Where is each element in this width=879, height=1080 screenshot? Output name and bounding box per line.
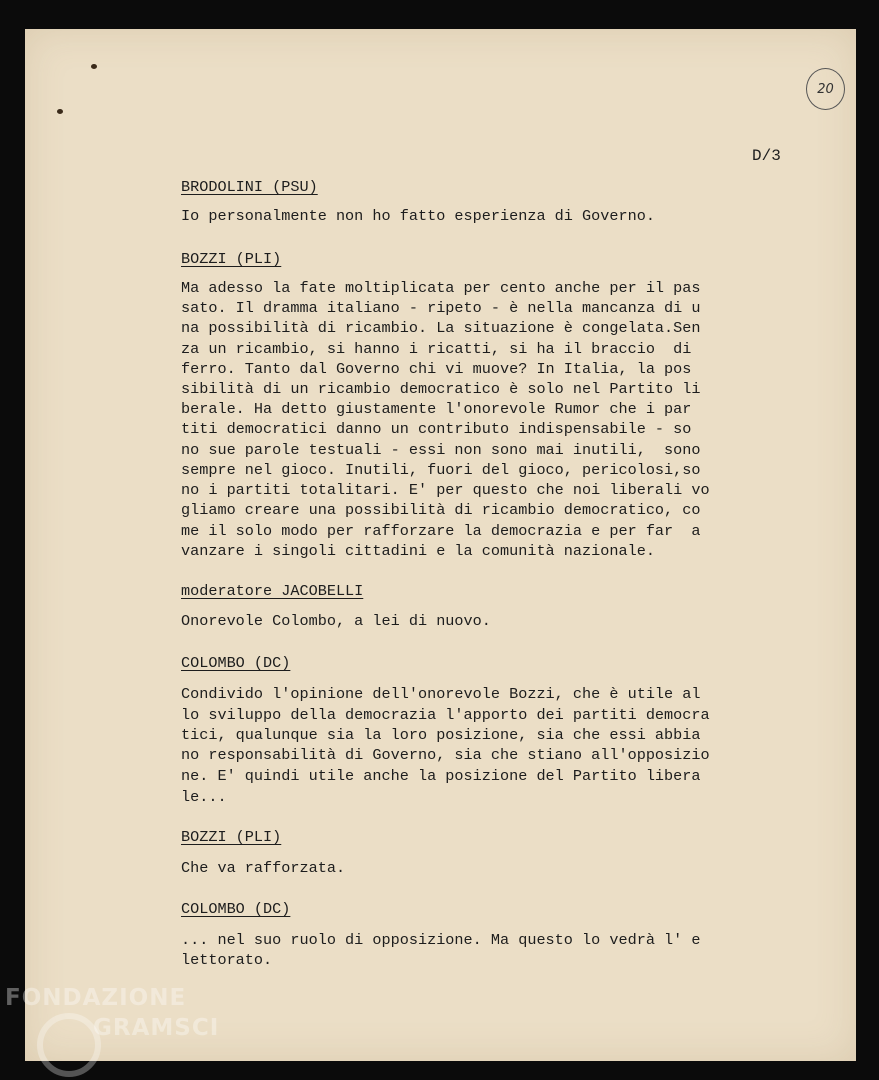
text-line: tici, qualunque sia la loro posizione, sia che essi abbia <box>181 726 701 744</box>
text-line: no i partiti totalitari. E' per questo che noi liberali vo <box>181 481 710 499</box>
punch-hole <box>91 64 97 69</box>
page-number-text: 20 <box>817 81 834 97</box>
watermark-line1: FONDAZIONE <box>5 985 187 1011</box>
watermark-line2: GRAMSCI <box>93 1015 220 1041</box>
punch-hole <box>57 109 63 114</box>
text-line: no responsabilità di Governo, sia che stiano all'opposizio <box>181 746 710 764</box>
text-line: sato. Il dramma italiano - ripeto - è nella mancanza di u <box>181 299 701 317</box>
speaker-label: moderatore JACOBELLI <box>181 582 364 600</box>
text-line: ... nel suo ruolo di opposizione. Ma questo lo vedrà l' e <box>181 931 701 949</box>
text-line: sempre nel gioco. Inutili, fuori del gioco, pericolosi,so <box>181 461 701 479</box>
watermark-logo-icon <box>37 1013 101 1077</box>
text-line: titi democratici danno un contributo indispensabile - so <box>181 420 692 438</box>
text-line: lo sviluppo della democrazia l'apporto dei partiti democra <box>181 706 710 724</box>
text-line: ferro. Tanto dal Governo chi vi muove? In Italia, la pos <box>181 360 692 378</box>
text-line: Che va rafforzata. <box>181 859 346 877</box>
speaker-label: COLOMBO (DC) <box>181 654 291 672</box>
speaker-label: COLOMBO (DC) <box>181 900 291 918</box>
text-line: gliamo creare una possibilità di ricambio democratico, co <box>181 501 701 519</box>
text-line: berale. Ha detto giustamente l'onorevole Rumor che i par <box>181 400 692 418</box>
page-number-badge <box>806 68 845 110</box>
speaker-label: BOZZI (PLI) <box>181 250 282 268</box>
text-line: ne. E' quindi utile anche la posizione del Partito libera <box>181 767 701 785</box>
text-line: Io personalmente non ho fatto esperienza di Governo. <box>181 207 655 225</box>
speaker-label: BRODOLINI (PSU) <box>181 178 318 196</box>
text-line: za un ricambio, si hanno i ricatti, si ha il braccio di <box>181 340 692 358</box>
text-line: Condivido l'opinione dell'onorevole Bozzi, che è utile al <box>181 685 701 703</box>
text-line: vanzare i singoli cittadini e la comunità nazionale. <box>181 542 655 560</box>
text-line: lettorato. <box>181 951 273 969</box>
text-line: Ma adesso la fate moltiplicata per cento anche per il pas <box>181 279 701 297</box>
fondazione-gramsci-watermark <box>5 985 220 1041</box>
page-reference: D/3 <box>752 147 781 165</box>
text-line: sibilità di un ricambio democratico è solo nel Partito li <box>181 380 701 398</box>
speaker-label: BOZZI (PLI) <box>181 828 282 846</box>
text-line: na possibilità di ricambio. La situazione è congelata.Sen <box>181 319 701 337</box>
text-line: no sue parole testuali - essi non sono mai inutili, sono <box>181 441 701 459</box>
text-line: me il solo modo per rafforzare la democrazia e per far a <box>181 522 701 540</box>
text-line: Onorevole Colombo, a lei di nuovo. <box>181 612 491 630</box>
text-line: le... <box>181 788 227 806</box>
